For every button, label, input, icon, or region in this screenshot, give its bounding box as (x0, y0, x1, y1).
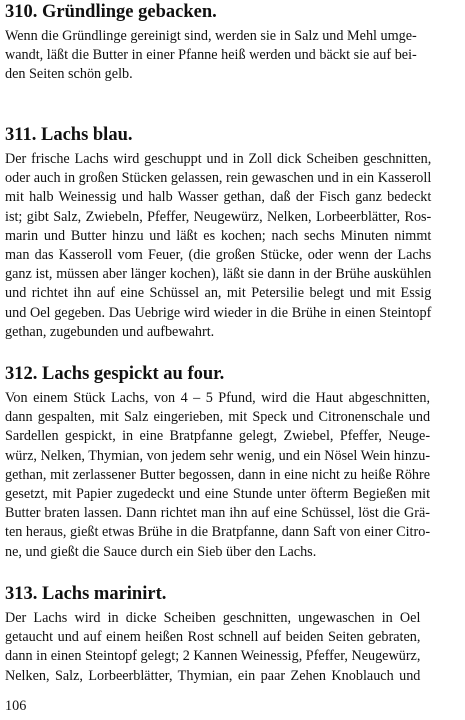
text-line: marin und Butter hinzu und läßt es kochen; nach sechs Minuten nimmt (5, 227, 432, 244)
text-line: ist; gibt Salz, Zwiebeln, Pfeffer, Neugewürz, Nelken, Lorbeerblätter, Ros- (5, 208, 432, 225)
text-line: Der Lachs wird in dicke Scheiben geschnitten, ungewaschen in Oel (5, 610, 421, 626)
text-line: und richtet ihn auf eine Schüssel an, mit Petersilie belegt und mit Essig (5, 285, 432, 302)
recipe-body-311 (5, 150, 431, 342)
text-line: Butter braten lassen. Dann richtet man ihn auf eine Schüssel, löst die Grä- (5, 505, 431, 522)
text-line: Wenn die Gründlinge gereinigt sind, werden sie in Salz und Mehl umge- (5, 28, 417, 44)
recipe-heading-312: 312. Lachs gespickt au four. (5, 364, 225, 384)
text-line: dann in einen Steintopf gelegt; 2 Kannen Weinessig, Pfeffer, Neugewürz, (5, 648, 421, 665)
text-line: getaucht und auf einem heißen Rost schnell auf beiden Seiten gebraten, (5, 629, 421, 646)
text-line: Von einem Stück Lachs, von 4 – 5 Pfund, wird die Haut abgeschnitten, (5, 390, 431, 406)
text-line: und Oel gegeben. Das Uebrige wird wieder in die Brühe in einen Steintopf (5, 304, 432, 321)
text-line: Nelken, Salz, Lorbeerblätter, Thymian, ein paar Zehen Knoblauch und (5, 667, 421, 684)
recipe-heading-313: 313. Lachs marinirt. (5, 584, 167, 604)
text-line: gethan, zugebunden und aufbewahrt. (5, 323, 215, 340)
text-line: ten heraus, gießt etwas Brühe in die Bratpfanne, dann Saft von einer Citro- (5, 524, 431, 541)
text-line: man das Kasseroll vom Feuer, (die großen Stücke, oder wenn der Lachs (5, 246, 432, 263)
text-line: gesetzt, mit Papier zugedeckt und eine Stunde unter öfterm Begießen mit (5, 485, 431, 502)
text-line: Der frische Lachs wird geschuppt und in Zoll dick Scheiben geschnitten, (5, 151, 432, 167)
page-number: 106 (5, 698, 27, 714)
text-line: dann gespalten, mit Salz eingerieben, mit Speck und Citronenschale und (5, 409, 431, 426)
text-line: würz, Nelken, Thymian, von jedem sehr wenig, und ein Nösel Wein hinzu- (5, 447, 431, 464)
text-line: wandt, läßt die Butter in einer Pfanne heiß werden und bäckt sie auf bei- (5, 47, 417, 64)
text-line: ne, und gießt die Sauce durch ein Sieb über den Lachs. (5, 543, 317, 560)
text-line: den Seiten schön gelb. (5, 66, 133, 83)
recipe-body-310 (5, 27, 417, 85)
recipe-heading-310: 310. Gründlinge gebacken. (5, 2, 217, 22)
text-line: oder auch in großen Stücken gelassen, rein gewaschen und in ein Kasseroll (5, 170, 432, 187)
text-line: gethan, mit zerlassener Butter begossen, dann in eine nicht zu heiße Röhre (5, 466, 431, 483)
recipe-heading-311: 311. Lachs blau. (5, 125, 133, 145)
text-line: Sardellen gespickt, in eine Bratpfanne gelegt, Zwiebel, Pfeffer, Neuge- (5, 428, 431, 445)
text-line: ganz ist, müssen aber länger kochen), läßt sie dann in der Brühe auskühlen (5, 266, 432, 283)
text-line: mit halb Weinessig und halb Wasser gethan, daß der Fisch ganz bedeckt (5, 189, 432, 206)
recipe-body-313 (5, 609, 420, 686)
recipe-body-312 (5, 389, 430, 562)
